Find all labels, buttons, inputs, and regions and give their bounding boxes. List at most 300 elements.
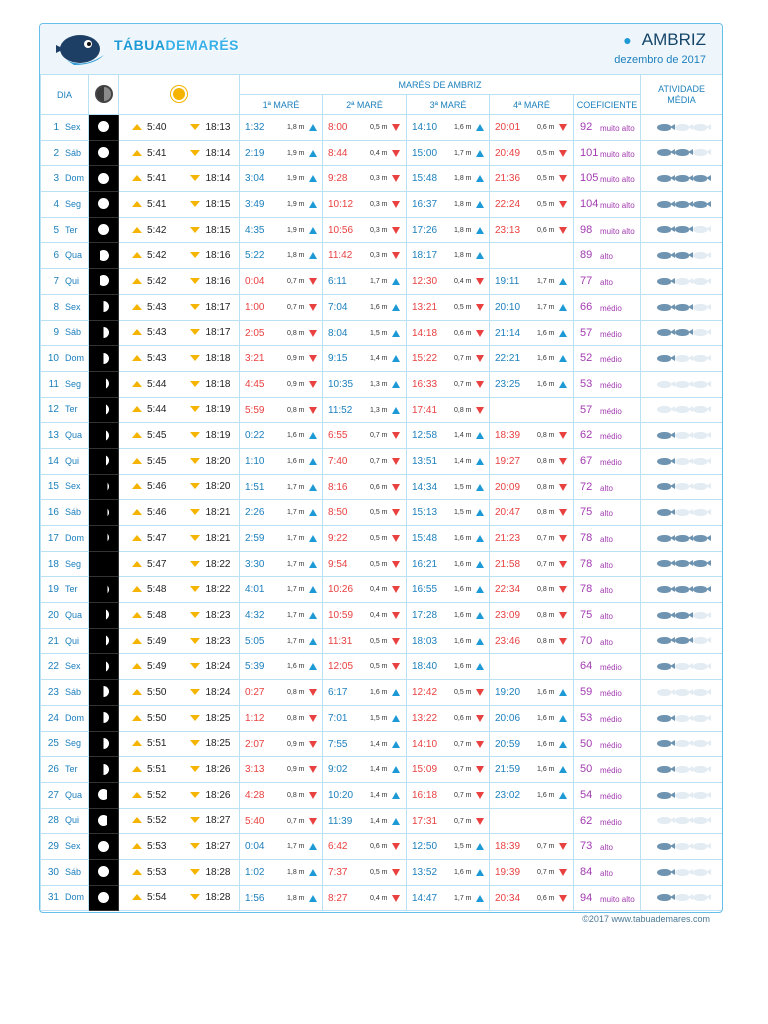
tide-height: 0,8 m (287, 689, 305, 697)
tide-cell (490, 577, 574, 603)
low-tide-arrow-icon (476, 741, 484, 748)
tide-time: 3:30 (245, 558, 265, 570)
weekday: Sex (65, 841, 81, 852)
high-tide-arrow-icon (309, 843, 317, 850)
day-number: 15 (47, 481, 59, 493)
tide-time: 17:31 (412, 815, 438, 827)
tide-time: 5:40 (245, 815, 265, 827)
coefficient-value: 98 (580, 223, 593, 236)
table-row (41, 808, 723, 834)
sunset-icon (190, 689, 200, 695)
high-tide-arrow-icon (309, 895, 317, 902)
moon-cell (89, 526, 119, 552)
coefficient-label: médio (600, 817, 622, 827)
fish-activity-icon (657, 766, 671, 773)
tide-cell (323, 269, 407, 295)
low-tide-arrow-icon (392, 535, 400, 542)
tide-time: 15:48 (412, 533, 438, 544)
tide-height: 0,8 m (454, 406, 472, 414)
coefficient-cell (574, 474, 641, 500)
high-tide-arrow-icon (559, 715, 567, 722)
tide-time: 15:09 (412, 764, 438, 776)
day-number: 13 (47, 430, 59, 442)
tide-cell (240, 294, 323, 320)
tide-height: 1,6 m (287, 457, 305, 465)
sun-cell (119, 628, 240, 654)
coefficient-label: alto (600, 868, 613, 878)
fish-activity-icon (657, 226, 671, 233)
moon-cell (89, 294, 119, 320)
coefficient-value: 52 (580, 352, 593, 365)
tide-height: 1,7 m (287, 586, 305, 594)
fish-activity-icon (657, 509, 671, 516)
moon-phase-icon (98, 507, 109, 518)
tide-height: 0,8 m (537, 432, 555, 440)
activity-cell (641, 705, 723, 731)
tide-height: 0,7 m (454, 740, 472, 748)
sun-cell (119, 397, 240, 423)
tide-time: 20:47 (495, 507, 521, 519)
tide-time: 14:10 (412, 122, 438, 133)
sunrise-icon (132, 663, 142, 669)
moon-cell (89, 859, 119, 885)
day-cell (41, 397, 89, 423)
fish-activity-icon (675, 175, 689, 182)
tide-height: 1,8 m (287, 894, 305, 902)
tide-height: 0,8 m (537, 457, 555, 465)
tide-cell (240, 680, 323, 706)
sunrise-icon (132, 509, 142, 515)
fish-activity-icon (675, 278, 689, 285)
tide-height: 0,7 m (287, 278, 305, 286)
sun-cell (119, 705, 240, 731)
day-cell (41, 423, 89, 449)
coefficient-label: alto (600, 586, 613, 596)
tide-time: 7:01 (328, 712, 348, 724)
sunset-time: 18:28 (205, 866, 231, 878)
low-tide-arrow-icon (476, 330, 484, 337)
tide-cell (323, 166, 407, 192)
coefficient-cell (574, 500, 641, 526)
tide-cell (240, 654, 323, 680)
logo-word-b: DEMARÉS (165, 37, 240, 53)
tide-cell (407, 397, 490, 423)
moon-cell (89, 397, 119, 423)
coefficient-label: muito alto (600, 149, 635, 159)
tide-time: 5:39 (245, 661, 265, 673)
sun-cell (119, 782, 240, 808)
tide-time: 13:21 (412, 301, 438, 313)
coefficient-cell (574, 320, 641, 346)
sun-cell (119, 526, 240, 552)
sunset-icon (190, 201, 200, 207)
moon-cell (89, 782, 119, 808)
tide-cell (240, 859, 323, 885)
high-tide-arrow-icon (559, 278, 567, 285)
tide-height: 1,4 m (454, 457, 472, 465)
moon-cell (89, 474, 119, 500)
tide-height: 1,4 m (370, 766, 388, 774)
fish-activity-icon (657, 792, 671, 799)
sunset-time: 18:27 (205, 815, 231, 827)
high-tide-arrow-icon (309, 458, 317, 465)
tide-time: 14:10 (412, 738, 438, 750)
sunrise-time: 5:54 (147, 892, 167, 904)
sunrise-time: 5:53 (147, 841, 167, 853)
tide-cell (490, 448, 574, 474)
high-tide-arrow-icon (476, 509, 484, 516)
sunrise-time: 5:44 (147, 378, 167, 390)
high-tide-arrow-icon (476, 432, 484, 439)
tide-height: 1,9 m (287, 149, 305, 157)
coefficient-value: 57 (580, 326, 593, 339)
tide-cell (490, 680, 574, 706)
location-title (623, 30, 706, 50)
sunset-time: 18:19 (205, 404, 231, 416)
high-tide-arrow-icon (309, 124, 317, 131)
tide-height: 0,3 m (370, 175, 388, 183)
sun-cell (119, 500, 240, 526)
fish-activity-icon (675, 689, 689, 696)
tide-time: 3:21 (245, 353, 265, 365)
tide-time: 9:22 (328, 533, 348, 544)
sunrise-time: 5:49 (147, 661, 167, 673)
coefficient-label: alto (600, 483, 613, 493)
coefficient-label: muito alto (600, 226, 635, 236)
day-cell (41, 140, 89, 166)
tide-time: 4:28 (245, 789, 265, 801)
tide-height: 0,5 m (537, 175, 555, 183)
tide-height: 1,7 m (287, 612, 305, 620)
weekday: Sáb (65, 147, 82, 158)
tide-cell (407, 474, 490, 500)
tide-height: 1,9 m (287, 201, 305, 209)
coefficient-cell (574, 140, 641, 166)
tide-time: 16:37 (412, 199, 438, 211)
low-tide-arrow-icon (392, 895, 400, 902)
day-number: 22 (47, 661, 59, 673)
low-tide-arrow-icon (392, 201, 400, 208)
coefficient-value: 78 (580, 532, 593, 544)
sunrise-time: 5:48 (147, 609, 167, 621)
tide-time: 21:23 (495, 533, 521, 544)
fish-activity-icon (657, 201, 671, 208)
low-tide-arrow-icon (392, 869, 400, 876)
sunrise-icon (132, 175, 142, 181)
tide-height: 0,6 m (537, 226, 555, 234)
table-row (41, 603, 723, 629)
low-tide-arrow-icon (309, 741, 317, 748)
tide-cell (323, 474, 407, 500)
sun-cell (119, 140, 240, 166)
tide-height: 1,5 m (370, 329, 388, 337)
tide-cell (407, 423, 490, 449)
fish-activity-icon (675, 381, 689, 388)
sunset-time: 18:26 (205, 764, 231, 776)
high-tide-arrow-icon (309, 586, 317, 593)
sunrise-time: 5:43 (147, 327, 167, 339)
fish-activity-icon (657, 483, 671, 490)
tide-time: 22:24 (495, 199, 521, 211)
day-number: 31 (47, 892, 59, 904)
low-tide-arrow-icon (559, 561, 567, 568)
tide-cell (240, 782, 323, 808)
low-tide-arrow-icon (559, 869, 567, 876)
low-tide-arrow-icon (559, 201, 567, 208)
tide-height: 0,4 m (370, 894, 388, 902)
tide-cell (323, 423, 407, 449)
coefficient-label: médio (600, 791, 622, 801)
activity-cell (641, 474, 723, 500)
weekday: Sáb (65, 327, 82, 338)
logo-wordmark (114, 37, 239, 53)
tide-height: 1,4 m (370, 817, 388, 825)
tide-height: 1,7 m (454, 149, 472, 157)
high-tide-arrow-icon (309, 150, 317, 157)
sun-cell (119, 192, 240, 218)
moon-phase-icon (98, 404, 109, 415)
tide-time: 9:02 (328, 764, 348, 776)
tide-cell (323, 217, 407, 243)
low-tide-arrow-icon (392, 663, 400, 670)
tide-cell (407, 500, 490, 526)
tide-cell (490, 526, 574, 552)
tide-height: 0,7 m (537, 868, 555, 876)
sun-cell (119, 654, 240, 680)
sunrise-time: 5:48 (147, 584, 167, 596)
sunrise-icon (132, 535, 142, 541)
fish-activity-icon (675, 740, 689, 747)
tide-height: 0,7 m (370, 432, 388, 440)
low-tide-arrow-icon (392, 150, 400, 157)
tide-time: 1:02 (245, 866, 265, 878)
tide-cell (490, 192, 574, 218)
tide-time: 1:51 (245, 481, 265, 493)
tide-time: 4:35 (245, 224, 265, 236)
tide-height: 0,8 m (537, 637, 555, 645)
tide-time: 6:11 (328, 276, 347, 288)
tide-height: 1,6 m (454, 124, 472, 131)
day-cell (41, 680, 89, 706)
sunset-icon (190, 715, 200, 721)
tide-height: 1,7 m (287, 560, 305, 568)
fish-activity-icon (693, 124, 707, 131)
tide-time: 20:34 (495, 892, 521, 904)
weekday: Seg (65, 738, 82, 749)
moon-phase-icon (98, 378, 109, 389)
sunset-icon (190, 381, 200, 387)
weekday: Qui (65, 275, 80, 286)
high-tide-arrow-icon (476, 535, 484, 542)
day-number: 26 (47, 764, 59, 776)
fish-activity-icon (657, 278, 671, 285)
low-tide-arrow-icon (392, 458, 400, 465)
coefficient-value: 59 (580, 686, 593, 699)
sunrise-time: 5:45 (147, 455, 167, 467)
tide-cell (407, 269, 490, 295)
tide-height: 0,7 m (454, 817, 472, 825)
tide-time: 11:42 (328, 250, 353, 262)
coefficient-cell (574, 551, 641, 577)
low-tide-arrow-icon (476, 304, 484, 311)
low-tide-arrow-icon (559, 843, 567, 850)
sunrise-time: 5:46 (147, 507, 167, 519)
tide-time: 7:40 (328, 455, 348, 467)
fish-activity-icon (693, 175, 707, 182)
sunrise-time: 5:47 (147, 532, 167, 544)
tide-cell (490, 474, 574, 500)
coefficient-label: médio (600, 663, 622, 673)
tide-height: 0,7 m (454, 766, 472, 774)
coefficient-cell (574, 731, 641, 757)
sun-cell (119, 294, 240, 320)
coefficient-value: 105 (580, 172, 599, 185)
sunrise-icon (132, 458, 142, 464)
coefficient-label: médio (600, 740, 622, 750)
tide-cell (240, 526, 323, 552)
day-cell (41, 526, 89, 552)
low-tide-arrow-icon (309, 818, 317, 825)
sunrise-time: 5:41 (147, 173, 167, 185)
fish-activity-icon (675, 586, 689, 593)
coefficient-label: médio (600, 766, 622, 776)
day-cell (41, 654, 89, 680)
fish-activity-icon (693, 689, 707, 696)
high-tide-arrow-icon (476, 458, 484, 465)
tide-cell (490, 115, 574, 141)
low-tide-arrow-icon (392, 586, 400, 593)
tide-time: 12:42 (412, 687, 438, 699)
tide-height: 0,3 m (370, 252, 388, 260)
tide-cell (240, 140, 323, 166)
tide-cell (407, 859, 490, 885)
col-sun-header (119, 75, 240, 115)
tide-height: 0,3 m (370, 226, 388, 234)
fish-activity-icon (675, 149, 689, 156)
copyright-footer[interactable]: ©2017 www.tabuademares.com (582, 914, 710, 924)
tide-time: 10:12 (328, 199, 354, 211)
high-tide-arrow-icon (559, 792, 567, 799)
tide-cell (407, 705, 490, 731)
tide-time: 12:30 (412, 276, 438, 288)
sunset-icon (190, 483, 200, 489)
tide-cell (240, 269, 323, 295)
low-tide-arrow-icon (392, 124, 400, 131)
tide-height: 1,6 m (537, 740, 555, 748)
coefficient-label: alto (600, 560, 613, 570)
fish-activity-icon (675, 226, 689, 233)
table-row (41, 757, 723, 783)
weekday: Ter (65, 764, 78, 775)
tide-time: 21:14 (495, 327, 521, 339)
sunrise-icon (132, 740, 142, 746)
fish-activity-icon (657, 560, 671, 567)
tide-time: 17:41 (412, 404, 438, 416)
day-number: 28 (47, 815, 59, 827)
day-cell (41, 500, 89, 526)
fish-activity-icon (675, 509, 689, 516)
tide-cell (323, 757, 407, 783)
low-tide-arrow-icon (309, 766, 317, 773)
coefficient-cell (574, 115, 641, 141)
coefficient-cell (574, 192, 641, 218)
moon-cell (89, 757, 119, 783)
sunrise-icon (132, 278, 142, 284)
high-tide-arrow-icon (559, 330, 567, 337)
tide-time: 0:27 (245, 687, 265, 699)
tide-time: 13:51 (412, 455, 438, 467)
day-number: 20 (47, 609, 59, 621)
tide-time: 12:58 (412, 430, 438, 442)
coefficient-cell (574, 603, 641, 629)
sunrise-icon (132, 638, 142, 644)
coefficient-value: 62 (580, 814, 593, 827)
low-tide-arrow-icon (559, 895, 567, 902)
weekday: Sex (65, 661, 81, 672)
tide-time: 15:22 (412, 353, 438, 365)
sunset-icon (190, 843, 200, 849)
sunset-time: 18:13 (205, 121, 231, 133)
sun-cell (119, 757, 240, 783)
tide-height: 1,3 m (370, 406, 388, 414)
col-tide2-header: 2ª MARÉ (323, 95, 407, 115)
sunrise-icon (132, 869, 142, 875)
tide-time: 2:26 (245, 507, 265, 519)
tide-cell (323, 782, 407, 808)
moon-cell (89, 448, 119, 474)
fish-activity-icon (693, 149, 707, 156)
table-row (41, 166, 723, 192)
tide-height: 1,5 m (454, 483, 472, 491)
tide-height: 0,9 m (287, 380, 305, 388)
tide-cell (240, 731, 323, 757)
tide-cell (490, 294, 574, 320)
low-tide-arrow-icon (309, 381, 317, 388)
weekday: Seg (65, 378, 82, 389)
sunset-time: 18:25 (205, 738, 231, 750)
col-tide3-header: 3ª MARÉ (407, 95, 490, 115)
fish-activity-icon (693, 432, 707, 439)
tide-time: 7:37 (328, 866, 348, 878)
tide-cell (323, 859, 407, 885)
col-coef-header: COEFICIENTE (574, 95, 641, 115)
day-cell (41, 294, 89, 320)
activity-cell (641, 757, 723, 783)
coefficient-cell (574, 654, 641, 680)
tide-height: 0,9 m (287, 740, 305, 748)
tide-height: 1,4 m (370, 740, 388, 748)
tide-time: 6:42 (328, 841, 348, 853)
tide-height: 1,6 m (454, 586, 472, 594)
site-logo[interactable] (54, 27, 244, 71)
weekday: Qua (65, 789, 83, 800)
sunset-icon (190, 509, 200, 515)
tide-time: 10:59 (328, 610, 354, 622)
weekday: Sáb (65, 686, 82, 697)
tide-cell (490, 243, 574, 269)
sunset-time: 18:15 (205, 198, 231, 210)
table-row (41, 243, 723, 269)
tide-height: 0,9 m (287, 355, 305, 363)
sunset-icon (190, 894, 200, 900)
coefficient-cell (574, 628, 641, 654)
high-tide-arrow-icon (309, 227, 317, 234)
high-tide-arrow-icon (309, 509, 317, 516)
tide-time: 16:33 (412, 378, 438, 390)
sunrise-icon (132, 150, 142, 156)
sunset-time: 18:14 (205, 173, 231, 185)
tide-time: 20:09 (495, 481, 521, 493)
